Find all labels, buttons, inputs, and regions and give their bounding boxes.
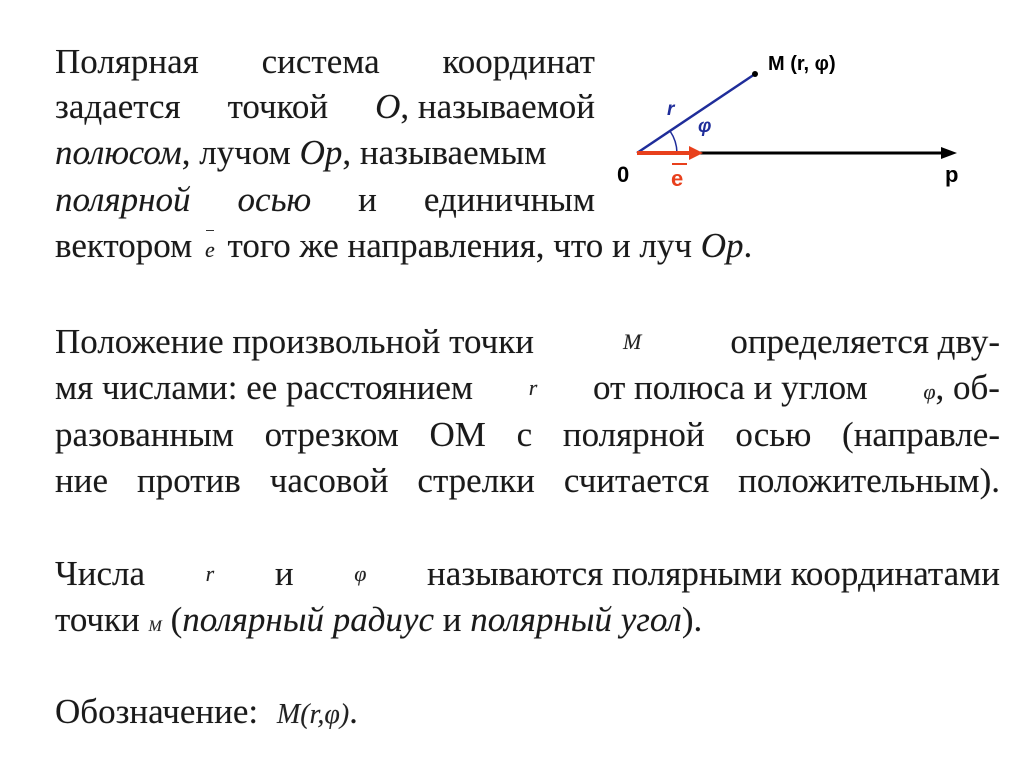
p3-line-1: Числа r и φ называются полярными координатами	[55, 552, 1000, 596]
p1-line-1	[55, 40, 595, 84]
polar-diagram	[615, 40, 995, 200]
unit-vector-label: e	[671, 166, 684, 191]
word-group: полюсом, лучом Op, называемым	[55, 133, 547, 172]
term-pole: полюсом	[55, 133, 182, 172]
angle-label: φ	[698, 116, 712, 137]
radius-line	[637, 74, 755, 153]
term-polar: полярной	[55, 180, 191, 219]
unit-vector-symbol: e	[201, 228, 219, 272]
word: система	[261, 42, 380, 81]
radius-symbol: r	[528, 375, 538, 400]
word: точкой	[227, 87, 329, 126]
p1-line-5: вектором e того же направления, что и луч Op.	[55, 224, 752, 272]
notation-label: Обозначение:	[55, 692, 259, 731]
radius-label: r	[667, 99, 675, 120]
angle-arc	[670, 131, 677, 153]
p1-line-2	[55, 85, 595, 129]
term-polar-angle: полярный угол	[470, 600, 682, 639]
p2-line-1: Положение произвольной точки M определяется дву-	[55, 320, 1000, 364]
p4-line: Обозначение: M(r,φ).	[55, 692, 358, 731]
p2-line-2: мя числами: ее расстоянием r от полюса и углом φ, об-	[55, 366, 1000, 414]
p2-line-4: ние против часовой стрелки считается положительным).	[55, 461, 1000, 500]
word-group: φ, об-	[923, 368, 1000, 407]
point-symbol: M	[148, 618, 162, 635]
axis-label: p	[945, 162, 959, 187]
word: Полярная	[55, 42, 199, 81]
angle-symbol: φ	[354, 561, 367, 586]
origin-label: 0	[617, 162, 630, 187]
p1-line-3	[55, 131, 595, 175]
word-group: O, называемой	[375, 87, 595, 126]
point-label: M (r, φ)	[768, 53, 836, 75]
ray-symbol: Op	[700, 226, 744, 265]
word: единичным	[423, 180, 595, 219]
p2-line-3: разованным отрезком ОМ с полярной осью (направле-	[55, 415, 1000, 454]
term-polar-radius: полярный радиус	[182, 600, 435, 639]
point-m	[752, 71, 758, 77]
angle-symbol: φ	[923, 379, 936, 404]
word: координат	[442, 42, 595, 81]
unit-vector-arrowhead	[689, 146, 703, 160]
ray-symbol: Op	[299, 133, 343, 172]
pole-symbol: O	[375, 87, 401, 126]
notation-formula: M(r,φ)	[276, 699, 350, 730]
polar-axis-arrowhead	[941, 147, 957, 159]
radius-symbol: r	[205, 561, 215, 586]
term-axis: осью	[237, 180, 312, 219]
p3-line-2: точки M (полярный радиус и полярный угол).	[55, 600, 703, 639]
point-symbol: M	[622, 329, 642, 354]
p1-line-4	[55, 178, 595, 222]
word: и	[358, 180, 377, 219]
word: задается	[55, 87, 181, 126]
